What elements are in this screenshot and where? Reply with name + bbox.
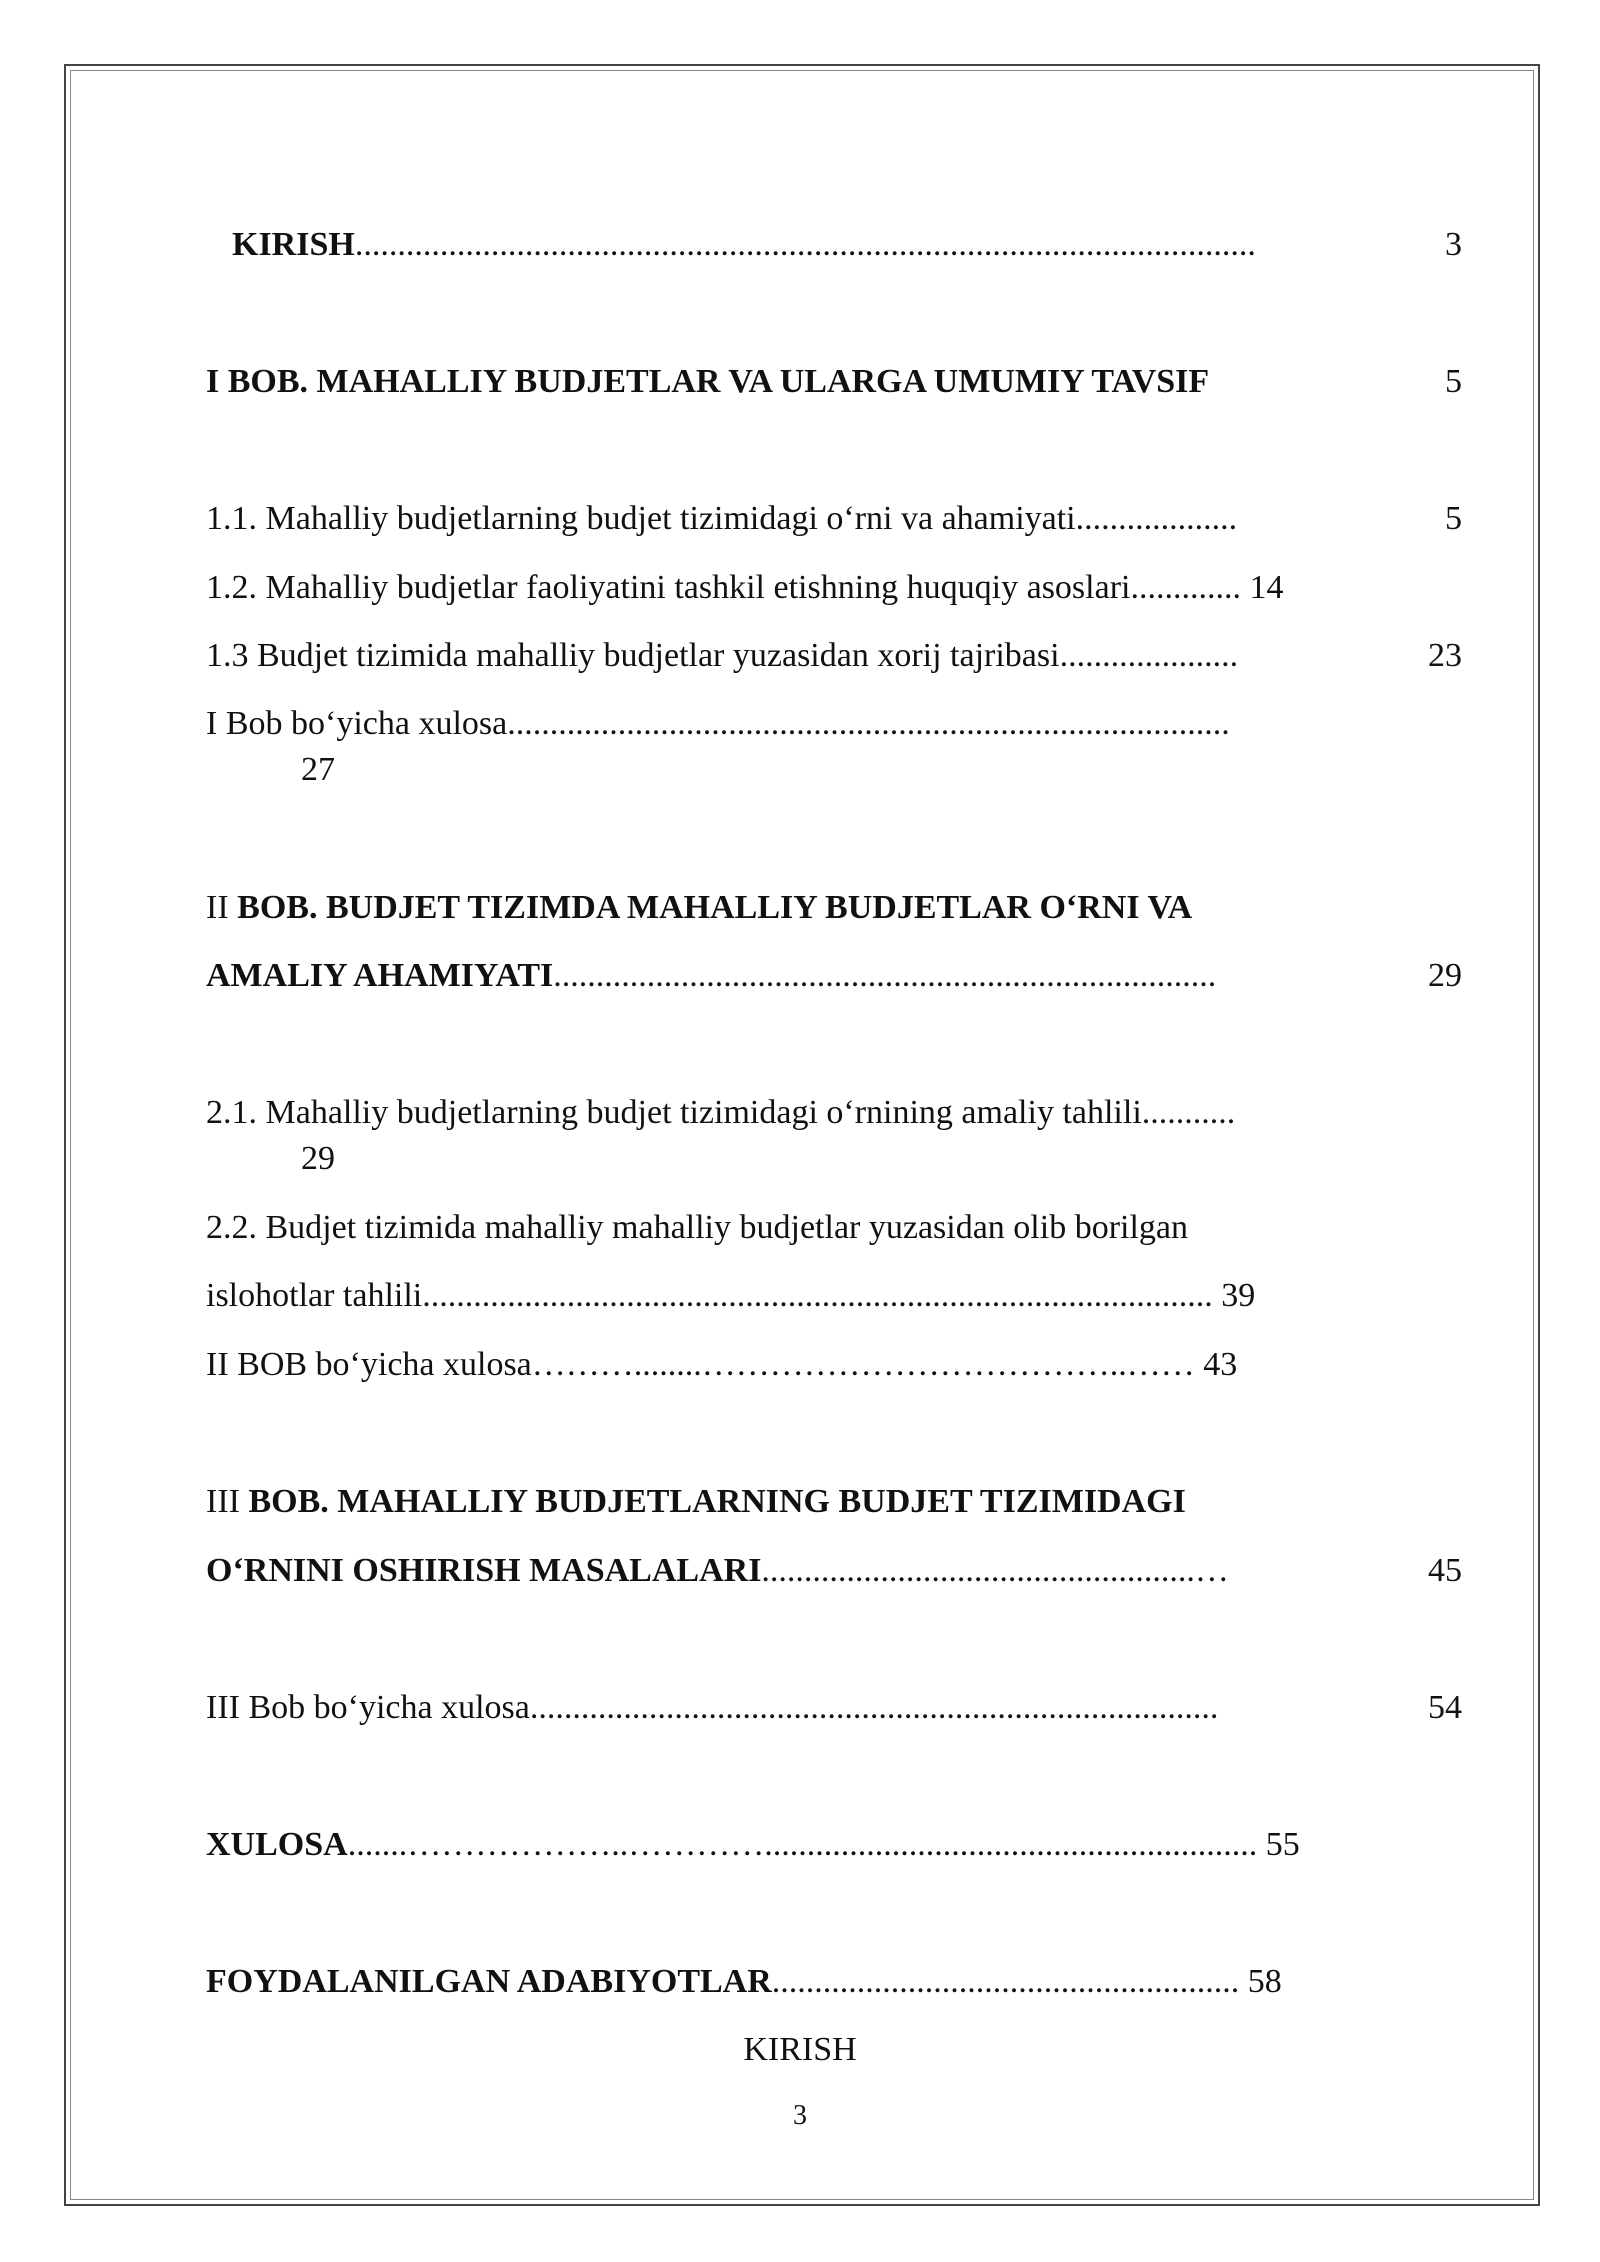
toc-xulosa-title: XULOSA: [206, 1826, 348, 1863]
toc-xulosa[interactable]: [206, 1825, 1300, 1865]
toc-chapter3-conclusion-page: 54: [1428, 1689, 1462, 1726]
toc-chapter1-conclusion[interactable]: I Bob bo‘yicha xulosa.....................................................................................: [206, 705, 1230, 742]
toc-bob3-page: 45: [1428, 1552, 1462, 1589]
toc-kirish-title: KIRISH: [232, 226, 355, 263]
footer-heading: KIRISH: [743, 2031, 857, 2068]
toc-kirish-dots: ..........................................................................................................: [354, 226, 1256, 263]
toc-section-2-2-line1[interactable]: 2.2. Budjet tizimida mahalliy mahalliy budjetlar yuzasidan olib borilgan: [206, 1209, 1188, 1246]
toc-bob1-page: 5: [1445, 363, 1462, 400]
toc-bob3-line2[interactable]: [206, 1551, 1229, 1591]
toc-bob3-line1[interactable]: [206, 1482, 1186, 1522]
toc-section-2-2-line2[interactable]: islohotlar tahlili............................................................................................. 39: [206, 1277, 1256, 1314]
toc-section-2-1-page: 29: [301, 1140, 335, 1177]
page-number: 3: [793, 2100, 807, 2131]
toc-references[interactable]: [206, 1962, 1282, 2002]
toc-section-1-3-page: 23: [1428, 637, 1462, 674]
toc-bob2-dots: ..............................................................................: [553, 957, 1217, 994]
toc-section-1-2[interactable]: 1.2. Mahalliy budjetlar faoliyatini tashkil etishning huquqiy asoslari............. 14: [206, 569, 1284, 606]
toc-xulosa-dots: .......………………..………….......................................................... 55: [347, 1826, 1300, 1863]
toc-bob3-title1: BOB. MAHALLIY BUDJETLARNING BUDJET TIZIMIDAGI: [248, 1483, 1186, 1520]
toc-bob2-line1[interactable]: [206, 888, 1192, 928]
toc-bob1[interactable]: I BOB. MAHALLIY BUDJETLAR VA ULARGA UMUMIY TAVSIF: [206, 363, 1210, 400]
toc-references-title: FOYDALANILGAN ADABIYOTLAR: [206, 1963, 772, 2000]
toc-bob2-title2: AMALIY AHAMIYATI: [206, 957, 554, 994]
toc-section-1-1-page: 5: [1445, 500, 1462, 537]
toc-section-2-1[interactable]: 2.1. Mahalliy budjetlarning budjet tizimidagi o‘rnining amaliy tahlili...........: [206, 1094, 1236, 1131]
toc-bob2-title1: BOB. BUDJET TIZIMDA MAHALLIY BUDJETLAR O‘RNI VA: [237, 889, 1193, 926]
toc-bob3-title2: O‘RNINI OSHIRISH MASALALARI: [206, 1552, 762, 1589]
toc-kirish-page: 3: [1445, 226, 1462, 263]
toc-section-1-1[interactable]: 1.1. Mahalliy budjetlarning budjet tizimidagi o‘rni va ahamiyati...................: [206, 500, 1238, 537]
toc-references-dots: ....................................................... 58: [771, 1963, 1282, 2000]
toc-chapter1-conclusion-page: 27: [301, 751, 335, 788]
toc-bob3-prefix: III: [206, 1483, 249, 1520]
toc-chapter2-conclusion[interactable]: II BOB bo‘yicha xulosa………........………………………………..…… 43: [206, 1346, 1238, 1383]
toc-bob3-dots: ...................................................…: [761, 1552, 1229, 1589]
toc-kirish[interactable]: [232, 225, 1256, 265]
toc-bob2-line2[interactable]: [206, 956, 1216, 996]
toc-bob2-prefix: II: [206, 889, 238, 926]
toc-section-1-3[interactable]: 1.3 Budjet tizimida mahalliy budjetlar yuzasidan xorij tajribasi.....................: [206, 637, 1239, 674]
toc-bob2-page: 29: [1428, 957, 1462, 994]
toc-chapter3-conclusion[interactable]: III Bob bo‘yicha xulosa.................................................................................: [206, 1689, 1219, 1726]
